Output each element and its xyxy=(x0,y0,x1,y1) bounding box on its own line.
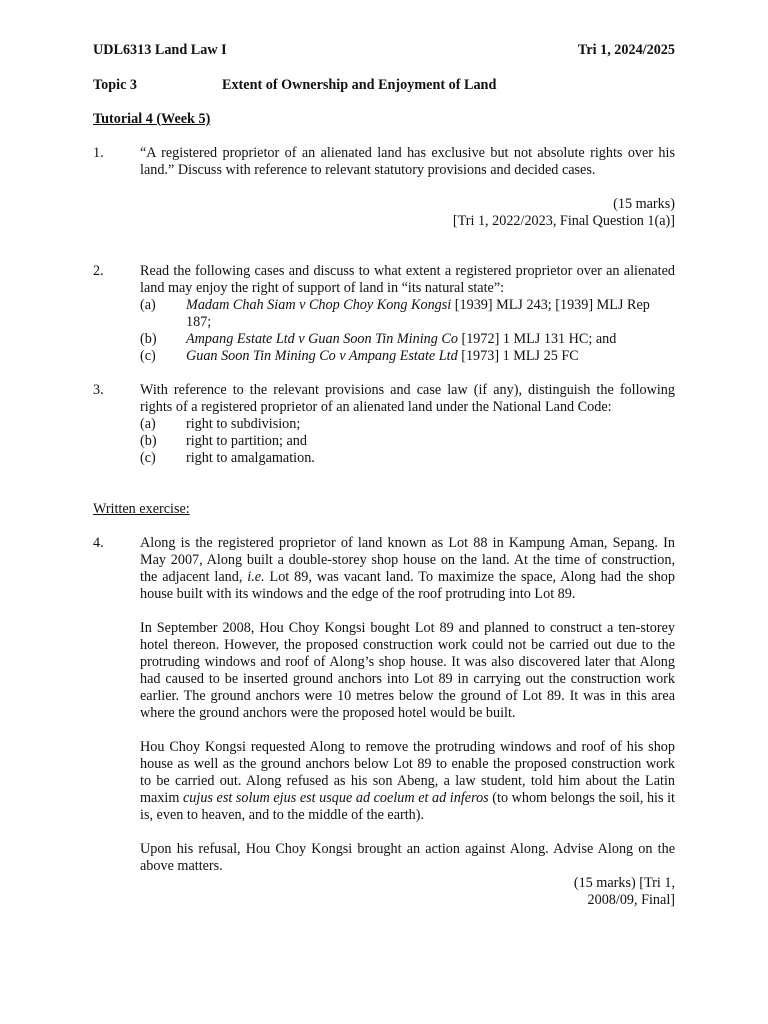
case-citation: [1972] 1 MLJ 131 HC; and xyxy=(457,331,617,347)
paragraph-text: (to whom belongs the soil, his it is, even to heaven, and to the middle of the earth). xyxy=(140,790,675,823)
question-text: With reference to the relevant provisions and case law (if any), distinguish the following rights of a registered proprietor of an alienated land under the National Land Code: xyxy=(140,382,675,415)
question-1 xyxy=(93,145,675,230)
ie-abbrev: i.e. xyxy=(247,569,265,585)
question-number: 4. xyxy=(93,535,104,551)
case-citation: [1973] 1 MLJ 25 FC xyxy=(457,348,579,364)
case-item xyxy=(140,331,675,348)
question-number: 2. xyxy=(93,263,104,279)
header-row xyxy=(93,42,675,59)
right-label: (c) xyxy=(140,450,156,466)
written-exercise-heading: Written exercise: xyxy=(93,501,190,517)
question-4 xyxy=(93,535,675,909)
right-text: right to partition; and xyxy=(186,433,307,449)
paragraph-text: Hou Choy Kongsi requested Along to remove the protruding windows and roof of his shop house as well as the ground anchors below Lot 89 to enable the proposed construction work to be carried out. Along refused as his son Abeng, a law student, told him about the Latin maxim xyxy=(140,739,675,806)
paragraph-text: Along is the registered proprietor of land known as Lot 88 in Kampung Aman, Sepang. In May 2007, Along built a double-storey shop house on the land. At the time of construction, the adjacent land, xyxy=(140,535,675,585)
right-item xyxy=(140,450,675,467)
case-name: Madam Chah Siam v Chop Choy Kong Kongsi xyxy=(186,297,452,313)
case-name: Ampang Estate Ltd v Guan Soon Tin Mining Co xyxy=(186,331,458,347)
right-label: (a) xyxy=(140,416,156,432)
case-name: Guan Soon Tin Mining Co v Ampang Estate Ltd xyxy=(186,348,458,364)
right-text: right to subdivision; xyxy=(186,416,301,432)
right-item xyxy=(140,416,675,433)
case-label: (c) xyxy=(140,348,156,364)
question-3 xyxy=(93,382,675,467)
term-label: Tri 1, 2024/2025 xyxy=(577,42,675,58)
facts-paragraph-2: In September 2008, Hou Choy Kongsi bought Lot 89 and planned to construct a ten-storey hotel thereon. However, the proposed construction work could not be carried out due to the protruding windows and roof of Along’s shop house. It was also discovered later that Along had caused to be inserted ground anchors into Lot 89 in carrying out the construction work earlier. The ground anchors were 10 metres below the ground of Lot 89. It was in this area where the ground anchors were the proposed hotel would be built. xyxy=(140,620,675,721)
case-label: (b) xyxy=(140,331,157,347)
case-label: (a) xyxy=(140,297,156,313)
right-text: right to amalgamation. xyxy=(186,450,315,466)
right-label: (b) xyxy=(140,433,157,449)
facts-paragraph-1 xyxy=(140,535,675,603)
question-text: “A registered proprietor of an alienated land has exclusive but not absolute rights over his land.” Discuss with reference to relevant statutory provisions and decided cases. xyxy=(140,145,675,178)
case-citation: [1939] MLJ 243; [1939] MLJ Rep 187; xyxy=(186,297,650,330)
question-2 xyxy=(93,263,675,365)
document-page xyxy=(93,42,675,909)
right-item xyxy=(140,433,675,450)
question-number: 1. xyxy=(93,145,104,161)
facts-paragraph-4: Upon his refusal, Hou Choy Kongsi brought an action against Along. Advise Along on the above matters. xyxy=(140,841,675,874)
course-code: UDL6313 Land Law I xyxy=(93,42,227,58)
question-source: [Tri 1, 2022/2023, Final Question 1(a)] xyxy=(452,213,675,229)
paragraph-text: Lot 89, was vacant land. To maximize the space, Along had the shop house built with its windows and the edge of the roof protruding into Lot 89. xyxy=(140,569,675,602)
facts-paragraph-3 xyxy=(140,739,675,824)
question-number: 3. xyxy=(93,382,104,398)
question-text: Read the following cases and discuss to what extent a registered proprietor over an alienated land may enjoy the right of support of land in “its natural state”: xyxy=(140,263,675,296)
tutorial-heading: Tutorial 4 (Week 5) xyxy=(93,111,211,127)
case-item xyxy=(140,348,675,365)
question-marks: (15 marks) [Tri 1, 2008/09, Final] xyxy=(573,875,675,908)
question-marks: (15 marks) xyxy=(613,196,675,212)
topic-title: Extent of Ownership and Enjoyment of Land xyxy=(222,77,497,93)
topic-row xyxy=(93,77,675,94)
topic-number: Topic 3 xyxy=(93,77,138,93)
case-item xyxy=(140,297,675,331)
latin-maxim: cujus est solum ejus est usque ad coelum et ad inferos xyxy=(183,790,489,806)
